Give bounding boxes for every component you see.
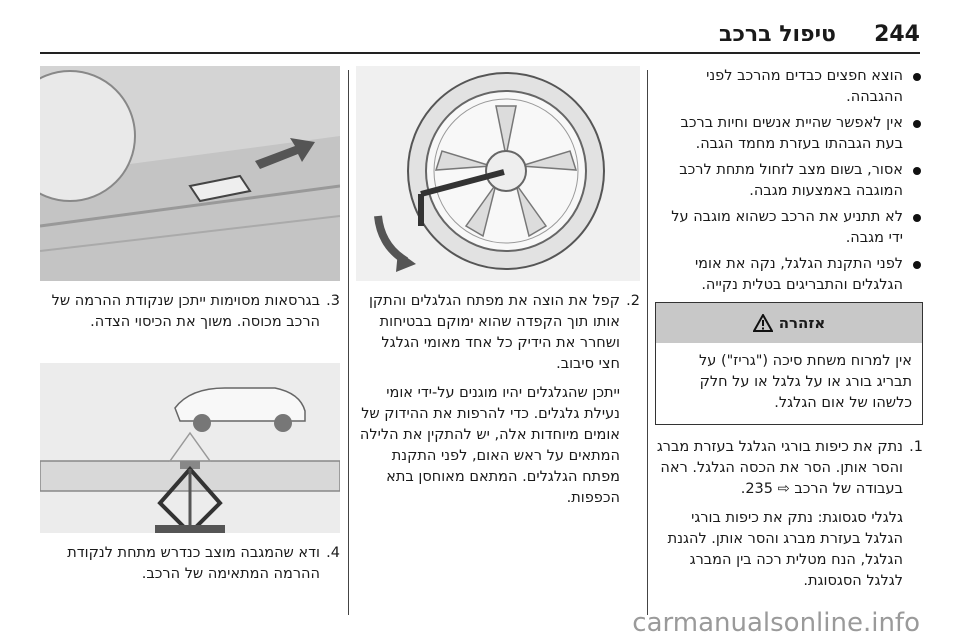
step-3 — [40, 291, 340, 333]
list-item: לפני התקנת הגלגל, נקה את אומי הגלגלים והתבריגים בטלית נקייה. — [655, 254, 923, 296]
warning-triangle-icon — [753, 314, 773, 332]
page-number: 244 — [874, 22, 920, 47]
step-text: קפל את הוצה את מפתח הגלגלים והתקן אותו תוך הקפדה שהוא ימוקם בבטיחות ושחרר את הידיק כל אחד מאומי הגלגל חצי סיבוב. — [368, 293, 620, 372]
list-item: הוצא חפצים כבדים מהרכב לפני ההגבהה. — [655, 66, 923, 108]
step-2-note: ייתכן שהגלגלים יהיו מוגנים על-ידי אומי נעילת גלגלים. כדי להרפות את ההידוק של אומים מיוחדות אלה, יש להתקין את הלילה המתאים על ראש האום, לפני התקנת מפתח הגלגלים. המתאם מאוחסן בתא הכפפות. — [359, 385, 620, 506]
list-item: אסור, בשום מצב לזחול מתחת לרכב המוגבה באמצעות מגבה. — [655, 160, 923, 202]
header-rule — [40, 52, 920, 54]
watermark: carmanualsonline.info — [632, 608, 920, 638]
step-1-note: גלגלי סגסוגת: נתק את כיפות בורגי הגלגל בעזרת מברג והסר אותן. להגנת הגלגל, הנח מטלית רכה בין המברג לגלגל הסגסוגת. — [667, 510, 903, 589]
right-column — [655, 66, 923, 626]
step-number: 1. — [909, 439, 923, 455]
step-number: 4. — [326, 545, 340, 561]
step-number: 2. — [626, 293, 640, 309]
jack-placement-illustration — [40, 363, 340, 533]
page-header — [0, 0, 960, 64]
precautions-list — [655, 66, 923, 296]
step-1 — [655, 437, 923, 500]
jack-svg — [40, 363, 340, 533]
step-text: בגרסאות מסוימות ייתכן שנקודת ההרמה של הרכב מכוסה. משוך את הכיסוי הצדה. — [51, 293, 320, 330]
step-text: נתק את כיפות בורגי הגלגל בעזרת מברג והסר אותן. הסר את הכסה הגלגל. ראה בעבודה של הרכב ⇨ 235. — [656, 439, 903, 497]
column-divider — [647, 70, 648, 615]
warning-body: אין למרוח משחת סיכה ("גריז") על תבריג בורג או על גלגל או על חלק כלשהו של אום הגלגל. — [699, 353, 912, 411]
step-2 — [356, 291, 640, 375]
step-text: ודא שהמגבה מוצב כנדרש מתחת לנקודת ההרמה המתאימה של הרכב. — [67, 545, 320, 582]
middle-column — [356, 66, 640, 626]
wheel-wrench-illustration — [356, 66, 640, 281]
warning-header — [656, 303, 922, 343]
column-divider — [348, 70, 349, 615]
left-column — [40, 66, 340, 626]
wheel-illustration-svg — [356, 66, 640, 281]
warning-box — [655, 302, 923, 425]
step-4 — [40, 543, 340, 585]
lift-point-cover-illustration — [40, 66, 340, 281]
lift-point-svg — [40, 66, 340, 281]
warning-title: אזהרה — [778, 314, 826, 332]
step-number: 3. — [326, 293, 340, 309]
running-title: טיפול ברכב — [719, 22, 836, 47]
list-item: לא תתניע את הרכב כשהוא מוגבה על ידי מגבה. — [655, 207, 923, 249]
list-item: אין לאפשר שהיית אנשים וחיות ברכב בעת הגבהתו בעזרת מחמד הגבה. — [655, 113, 923, 155]
